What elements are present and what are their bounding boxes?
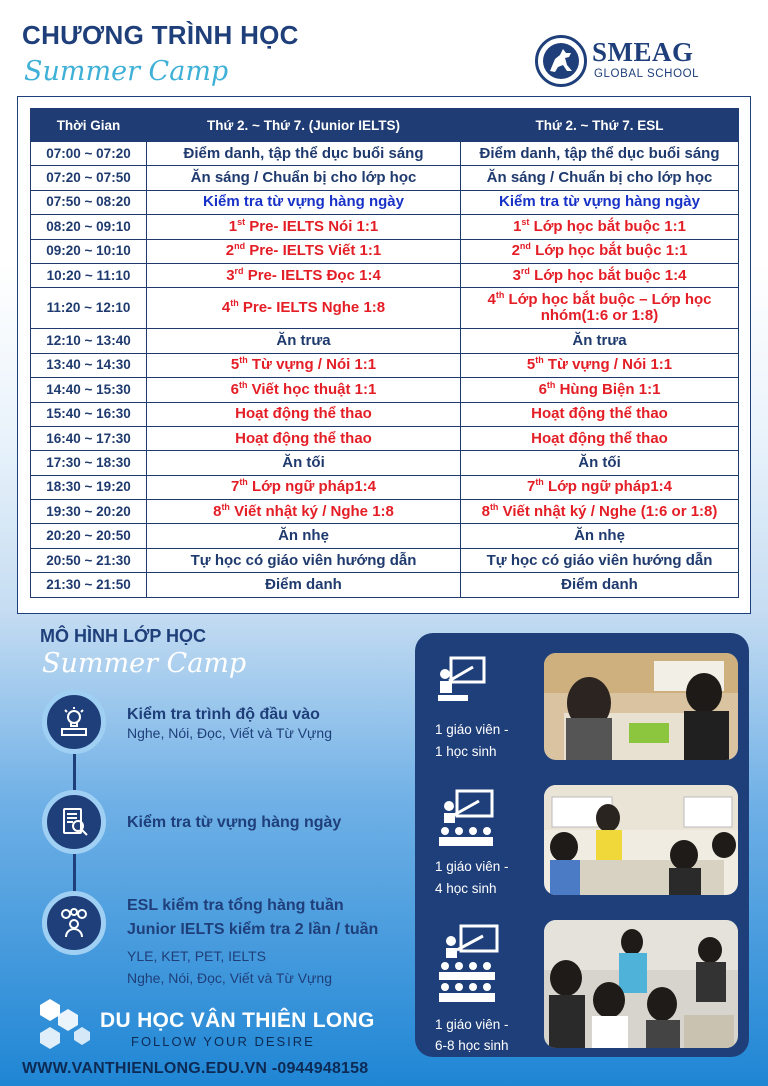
activity-text: Ăn trưa: [276, 332, 331, 350]
esl-cell: [461, 263, 739, 287]
time-cell: 10:20 ~ 11:10: [31, 263, 147, 287]
activity-text: Ăn tối: [578, 453, 621, 471]
table-row: [31, 288, 739, 329]
activity-text: Pre- IELTS Đọc 1:4: [243, 266, 381, 284]
table-row: [31, 548, 739, 572]
activity-text: Điểm danh: [561, 575, 638, 593]
feature-title: Kiểm tra từ vựng hàng ngày: [127, 814, 342, 831]
esl-cell: [461, 524, 739, 548]
ordinal-prefix: 7th: [230, 477, 248, 496]
table-row: [31, 329, 739, 353]
time-cell: 08:20 ~ 09:10: [31, 215, 147, 239]
table-header-row: [31, 109, 739, 142]
ordinal-suffix: th: [535, 355, 544, 366]
activity-text: Ăn tối: [282, 453, 325, 471]
activity-text: Tự học có giáo viên hướng dẫn: [486, 551, 713, 569]
class-label: 1 giáo viên -: [435, 859, 509, 874]
ordinal-suffix: th: [239, 477, 248, 488]
time-cell: 21:30 ~ 21:50: [31, 573, 147, 597]
activity-text: Tự học có giáo viên hướng dẫn: [190, 551, 417, 569]
ordinal-prefix: 2nd: [511, 241, 531, 260]
time-cell: 07:50 ~ 08:20: [31, 190, 147, 214]
activity-text: Ăn sáng / Chuẩn bị cho lớp học: [190, 169, 417, 187]
esl-cell: [461, 142, 739, 166]
table-row: [31, 378, 739, 402]
ielts-cell: [147, 475, 461, 499]
ordinal-prefix: 4th: [487, 290, 505, 309]
activity-text: Pre- IELTS Nghe 1:8: [238, 299, 386, 317]
activity-text: Viết nhật ký / Nghe (1:6 or 1:8): [498, 502, 718, 520]
esl-cell: [461, 378, 739, 402]
ordinal-suffix: th: [221, 501, 230, 512]
activity-text: Điểm danh, tập thể dục buổi sáng: [479, 144, 720, 162]
time-cell: 11:20 ~ 12:10: [31, 288, 147, 329]
ordinal-suffix: th: [495, 290, 505, 301]
ielts-cell: [147, 378, 461, 402]
ordinal-suffix: rd: [234, 265, 244, 276]
logo-name: SMEAG: [592, 37, 694, 67]
class-label: 1 giáo viên -: [435, 1017, 509, 1032]
time-cell: 09:20 ~ 10:10: [31, 239, 147, 263]
activity-text: Lớp học bắt buộc 1:4: [529, 266, 687, 284]
ielts-cell: [147, 451, 461, 475]
time-cell: 20:50 ~ 21:30: [31, 548, 147, 572]
ordinal-suffix: rd: [520, 265, 530, 276]
ielts-cell: [147, 329, 461, 353]
ordinal-suffix: th: [230, 298, 239, 309]
ielts-cell: [147, 353, 461, 377]
activity-text: Hoạt động thể thao: [531, 405, 668, 423]
ordinal-prefix: 6th: [230, 379, 248, 398]
time-cell: 12:10 ~ 13:40: [31, 329, 147, 353]
lightbulb-book-icon: [42, 690, 106, 754]
page-title: CHƯƠNG TRÌNH HỌC: [22, 20, 299, 50]
ielts-cell: [147, 166, 461, 190]
activity-text: Lớp học bắt buộc 1:1: [529, 217, 686, 235]
table-row: [31, 215, 739, 239]
esl-cell: [461, 239, 739, 263]
activity-text: Từ vựng / Nói 1:1: [247, 356, 377, 374]
col-header-ielts: Thứ 2. ~ Thứ 7. (Junior IELTS): [147, 109, 461, 142]
esl-cell: [461, 500, 739, 524]
time-cell: 07:20 ~ 07:50: [31, 166, 147, 190]
ordinal-suffix: th: [535, 477, 544, 488]
activity-text: Lớp học bắt buộc – Lớp học nhóm(1:6 or 1:8): [504, 291, 712, 325]
ordinal-suffix: th: [546, 379, 556, 390]
class-label: 1 học sinh: [435, 744, 497, 759]
schedule-table: [30, 108, 739, 598]
ielts-cell: [147, 288, 461, 329]
table-row: [31, 239, 739, 263]
table-row: [31, 524, 739, 548]
classroom-photo-1: [544, 653, 738, 760]
ordinal-prefix: 8th: [213, 501, 230, 520]
activity-text: Lớp ngữ pháp1:4: [543, 478, 673, 496]
table-row: [31, 500, 739, 524]
time-cell: 17:30 ~ 18:30: [31, 451, 147, 475]
ordinal-prefix: 8th: [481, 501, 499, 520]
esl-cell: [461, 475, 739, 499]
feature-title-2: Junior IELTS kiểm tra 2 lần / tuần: [127, 921, 379, 938]
horse-emblem-icon: [535, 35, 587, 87]
feature-title: ESL kiểm tra tổng hàng tuần: [127, 897, 344, 914]
col-header-esl: Thứ 2. ~ Thứ 7. ESL: [461, 109, 739, 142]
activity-text: Hùng Biện 1:1: [555, 380, 661, 398]
feature-sub: YLE, KET, PET, IELTS: [127, 948, 267, 964]
ordinal-suffix: th: [239, 355, 248, 366]
summer-camp-script: Summer Camp: [24, 56, 229, 87]
time-cell: 13:40 ~ 14:30: [31, 353, 147, 377]
ordinal-prefix: 1st: [513, 216, 530, 235]
col-header-time: Thời Gian: [31, 109, 147, 142]
activity-text: Hoạt động thể thao: [235, 429, 372, 447]
activity-text: Lớp học bắt buộc 1:1: [530, 242, 688, 260]
table-row: [31, 426, 739, 450]
brain-gears-icon: [42, 891, 106, 955]
ordinal-suffix: st: [237, 216, 246, 227]
teacher-four-students-icon: [437, 789, 495, 849]
esl-cell: [461, 426, 739, 450]
class-label: 4 học sinh: [435, 881, 497, 896]
ordinal-prefix: 2nd: [225, 241, 246, 260]
activity-text: Ăn nhẹ: [574, 527, 625, 545]
ordinal-prefix: 5th: [526, 355, 544, 374]
time-cell: 14:40 ~ 15:30: [31, 378, 147, 402]
esl-cell: [461, 402, 739, 426]
activity-text: Pre- IELTS Viết 1:1: [245, 242, 382, 260]
feature-title: Kiểm tra trình độ đầu vào: [127, 706, 320, 723]
ordinal-prefix: 7th: [526, 477, 544, 496]
activity-text: Lớp ngữ pháp1:4: [247, 478, 377, 496]
table-row: [31, 402, 739, 426]
ordinal-prefix: 3rd: [226, 265, 244, 284]
feature-sub-2: Nghe, Nói, Đọc, Viết và Từ Vựng: [127, 970, 332, 986]
teacher-one-student-icon: [437, 655, 487, 705]
classroom-photo-2: [544, 785, 738, 895]
table-row: [31, 475, 739, 499]
ielts-cell: [147, 548, 461, 572]
activity-text: Hoạt động thể thao: [235, 405, 372, 423]
activity-text: Viết học thuật 1:1: [247, 380, 377, 398]
ielts-cell: [147, 524, 461, 548]
table-row: [31, 166, 739, 190]
activity-text: Kiểm tra từ vựng hàng ngày: [499, 193, 700, 211]
esl-cell: [461, 353, 739, 377]
ielts-cell: [147, 215, 461, 239]
class-size-panel: [415, 633, 749, 1057]
activity-text: Kiểm tra từ vựng hàng ngày: [203, 193, 404, 211]
ielts-cell: [147, 500, 461, 524]
esl-cell: [461, 451, 739, 475]
logo-sub: GLOBAL SCHOOL: [594, 68, 700, 80]
ordinal-prefix: 6th: [538, 379, 556, 398]
esl-cell: [461, 329, 739, 353]
brand-tagline: FOLLOW YOUR DESIRE: [131, 1034, 315, 1049]
ordinal-suffix: st: [521, 216, 530, 227]
ordinal-suffix: th: [489, 501, 499, 512]
esl-cell: [461, 548, 739, 572]
ordinal-suffix: nd: [519, 241, 531, 252]
activity-text: Điểm danh: [265, 575, 342, 593]
table-row: [31, 451, 739, 475]
brand-name: DU HỌC VÂN THIÊN LONG: [100, 1009, 375, 1032]
class-label: 6-8 học sinh: [435, 1038, 509, 1053]
table-row: [31, 190, 739, 214]
activity-text: Từ vựng / Nói 1:1: [543, 356, 673, 374]
ielts-cell: [147, 142, 461, 166]
esl-cell: [461, 190, 739, 214]
ielts-cell: [147, 426, 461, 450]
ielts-cell: [147, 263, 461, 287]
ielts-cell: [147, 402, 461, 426]
time-cell: 07:00 ~ 07:20: [31, 142, 147, 166]
class-label: 1 giáo viên -: [435, 722, 509, 737]
ielts-cell: [147, 573, 461, 597]
section-title: MÔ HÌNH LỚP HỌC: [40, 626, 207, 646]
summer-camp-script-2: Summer Camp: [42, 648, 247, 679]
table-row: [31, 263, 739, 287]
time-cell: 16:40 ~ 17:30: [31, 426, 147, 450]
brand-logo-icon: [36, 997, 92, 1053]
time-cell: 15:40 ~ 16:30: [31, 402, 147, 426]
activity-text: Viết nhật ký / Nghe 1:8: [229, 502, 394, 520]
time-cell: 19:30 ~ 20:20: [31, 500, 147, 524]
time-cell: 20:20 ~ 20:50: [31, 524, 147, 548]
ielts-cell: [147, 239, 461, 263]
classroom-photo-3: [544, 920, 738, 1048]
activity-text: Điểm danh, tập thể dục buổi sáng: [183, 144, 424, 162]
ordinal-prefix: 4th: [221, 298, 239, 317]
activity-text: Pre- IELTS Nói 1:1: [245, 217, 379, 235]
smeag-logo: [535, 35, 735, 87]
schedule-box: [17, 96, 751, 614]
book-magnifier-icon: [42, 790, 106, 854]
esl-cell: [461, 166, 739, 190]
ielts-cell: [147, 190, 461, 214]
esl-cell: [461, 288, 739, 329]
activity-text: Ăn trưa: [572, 332, 627, 350]
esl-cell: [461, 215, 739, 239]
esl-cell: [461, 573, 739, 597]
contact-url[interactable]: WWW.VANTHIENLONG.EDU.VN -0944948158: [22, 1060, 369, 1077]
ordinal-prefix: 1st: [228, 216, 246, 235]
ordinal-suffix: nd: [234, 241, 246, 252]
table-row: [31, 353, 739, 377]
ordinal-suffix: th: [238, 379, 248, 390]
ordinal-prefix: 5th: [230, 355, 248, 374]
activity-text: Ăn sáng / Chuẩn bị cho lớp học: [486, 169, 713, 187]
time-cell: 18:30 ~ 19:20: [31, 475, 147, 499]
ordinal-prefix: 3rd: [512, 265, 530, 284]
table-row: [31, 573, 739, 597]
table-row: [31, 142, 739, 166]
activity-text: Ăn nhẹ: [278, 527, 329, 545]
teacher-group-icon: [437, 924, 501, 1006]
feature-sub: Nghe, Nói, Đọc, Viết và Từ Vựng: [127, 725, 332, 741]
activity-text: Hoạt động thể thao: [531, 429, 668, 447]
